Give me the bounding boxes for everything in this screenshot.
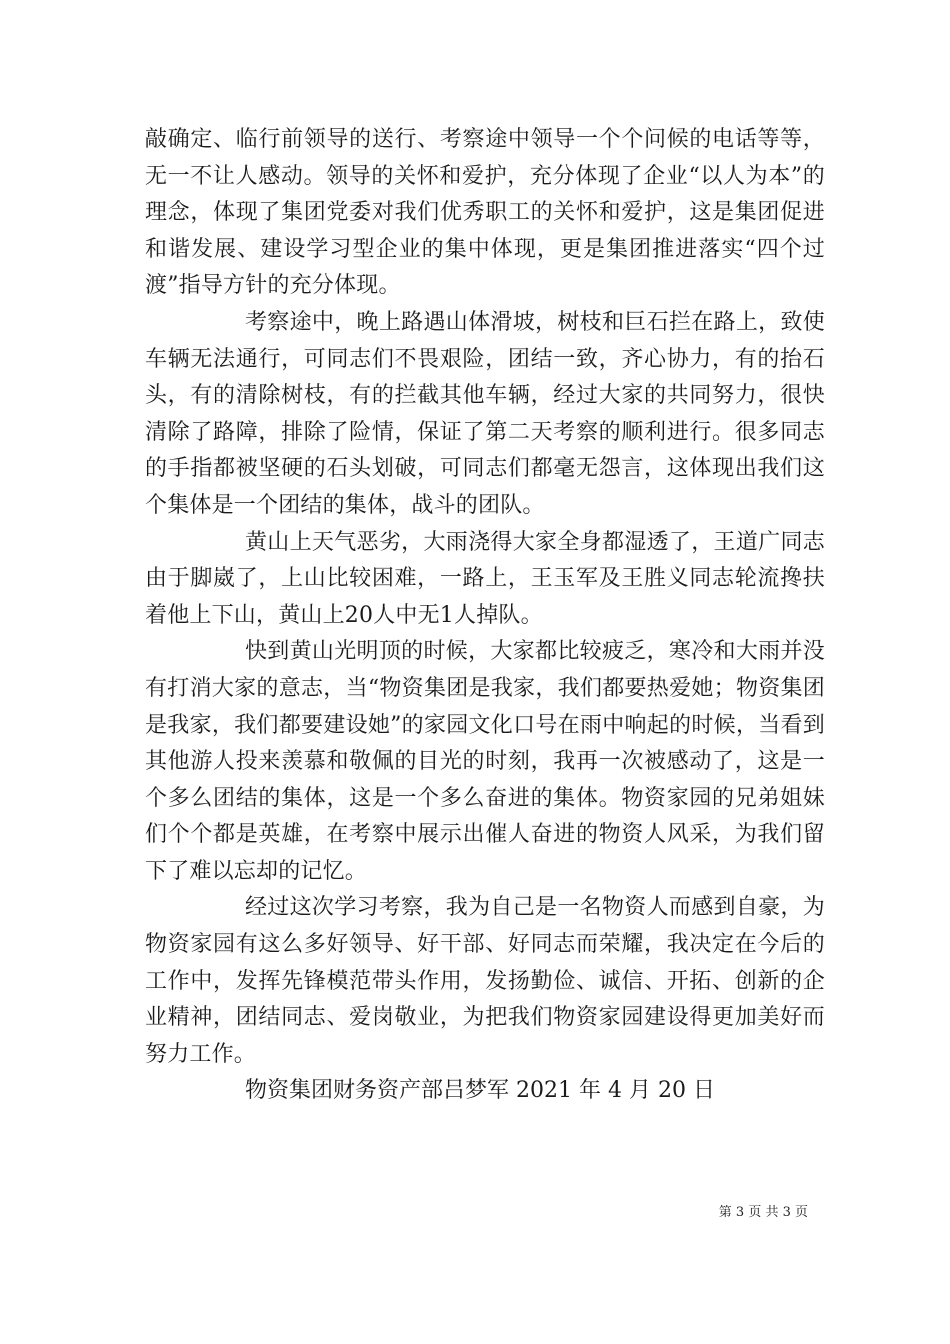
paragraph-3: 黄山上天气恶劣，大雨浇得大家全身都湿透了，王道广同志由于脚崴了，上山比较困难，一路上，王玉军及王胜义同志轮流搀扶着他上下山，黄山上20人中无1人掉队。: [145, 529, 825, 628]
paragraph-4: 快到黄山光明顶的时候，大家都比较疲乏，寒冷和大雨并没有打消大家的意志，当“物资集团是我家，我们都要热爱她；物资集团是我家，我们都要建设她”的家园文化口号在雨中响起的时候，当看到其他游人投来羡慕和敬佩的目光的时刻，我再一次被感动了，这是一个多么团结的集体，这是一个多么奋进的集体。物资家园的兄弟姐妹们个个都是英雄，在考察中展示出催人奋进的物资人风采，为我们留下了难以忘却的记忆。: [145, 639, 825, 884]
document-body: [145, 122, 825, 1110]
paragraph-1: 敲确定、临行前领导的送行、考察途中领导一个个问候的电话等等，无一不让人感动。领导的关怀和爱护，充分体现了企业“以人为本”的理念，体现了集团党委对我们优秀职工的关怀和爱护，这是集团促进和谐发展、建设学习型企业的集中体现，更是集团推进落实“四个过渡”指导方针的充分体现。: [145, 127, 825, 299]
signature-line: 物资集团财务资产部吕梦军 2021 年 4 月 20 日: [245, 1078, 715, 1104]
paragraph-5: 经过这次学习考察，我为自己是一名物资人而感到自豪，为物资家园有这么多好领导、好干部、好同志而荣耀，我决定在今后的工作中，发挥先锋模范带头作用，发扬勤俭、诚信、开拓、创新的企业精神，团结同志、爱岗敬业，为把我们物资家园建设得更加美好而努力工作。: [145, 895, 825, 1067]
page-number: 第 3 页 共 3 页: [718, 1205, 808, 1220]
paragraph-2: 考察途中，晚上路遇山体滑坡，树枝和巨石拦在路上，致使车辆无法通行，可同志们不畏艰险，团结一致，齐心协力，有的抬石头，有的清除树枝，有的拦截其他车辆，经过大家的共同努力，很快清除了路障，排除了险情，保证了第二天考察的顺利进行。很多同志的手指都被坚硬的石头划破，可同志们都毫无怨言，这体现出我们这个集体是一个团结的集体，战斗的团队。: [145, 309, 825, 518]
